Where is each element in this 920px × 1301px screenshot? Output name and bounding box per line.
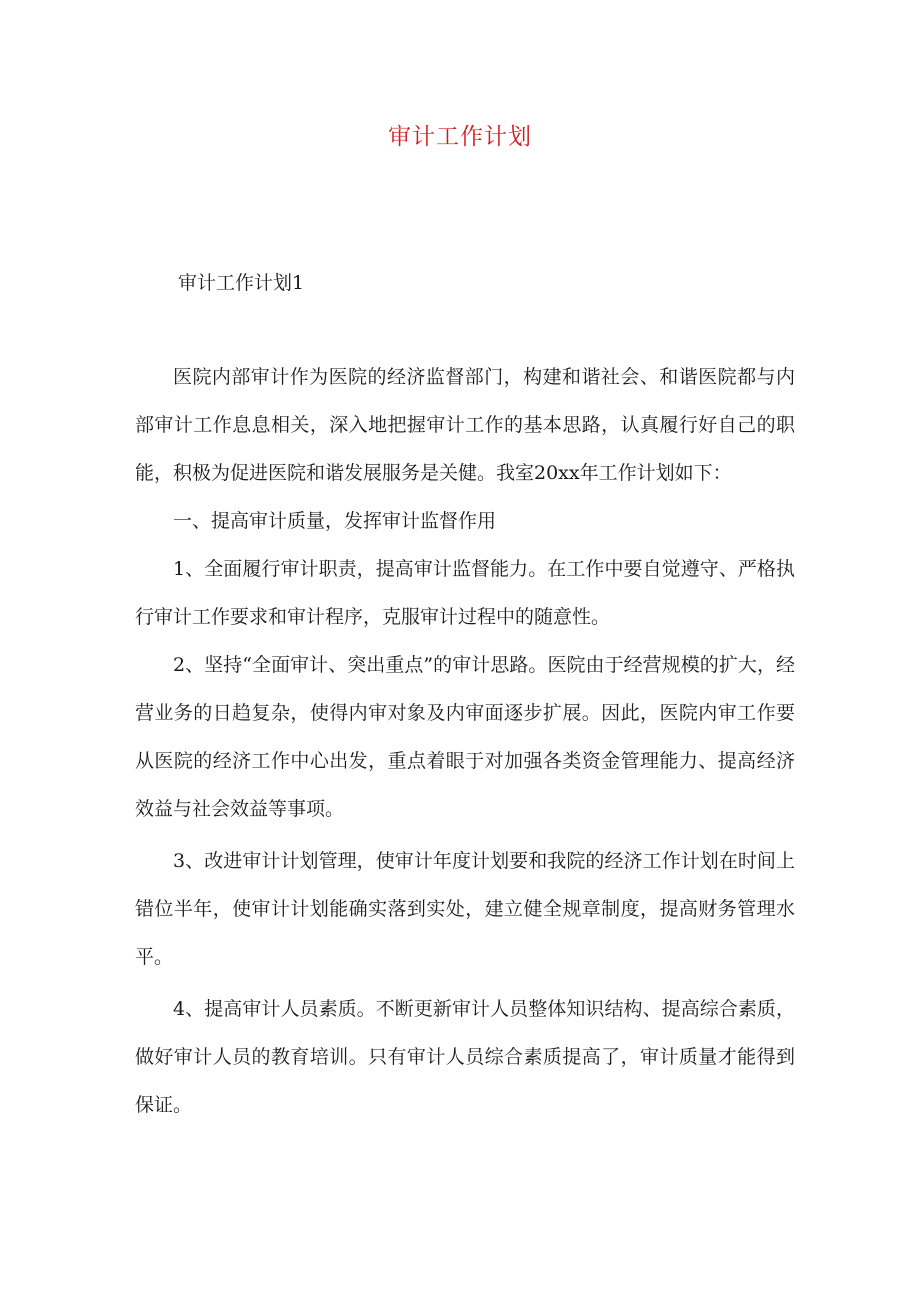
document-body: [135, 353, 795, 1129]
paragraph-item-3: 3、改进审计计划管理，使审计年度计划要和我院的经济工作计划在时间上错位半年，使审计计划能确实落到实处，建立健全规章制度，提高财务管理水平。: [135, 850, 795, 968]
paragraph-intro: 医院内部审计作为医院的经济监督部门，构建和谐社会、和谐医院都与内部审计工作息息相关，深入地把握审计工作的基本思路，认真履行好自己的职能，积极为促进医院和谐发展服务是关健。我室20xx年工作计划如下：: [135, 366, 795, 484]
paragraph-item-2: 2、坚持“全面审计、突出重点”的审计思路。医院由于经营规模的扩大，经营业务的日趋复杂，使得内审对象及内审面逐步扩展。因此，医院内审工作要从医院的经济工作中心出发，重点着眼于对加强各类资金管理能力、提高经济效益与社会效益等事项。: [135, 654, 795, 820]
section-heading: 审计工作计划1: [178, 272, 305, 294]
paragraph-item-4: 4、提高审计人员素质。不断更新审计人员整体知识结构、提高综合素质，做好审计人员的教育培训。只有审计人员综合素质提高了，审计质量才能得到保证。: [135, 998, 795, 1116]
paragraph-item-1: 1、全面履行审计职责，提高审计监督能力。在工作中要自觉遵守、严格执行审计工作要求和审计程序，克服审计过程中的随意性。: [135, 558, 795, 628]
document-title: 审计工作计划: [388, 124, 532, 150]
paragraph-heading-1: 一、提高审计质量，发挥审计监督作用: [173, 510, 497, 532]
